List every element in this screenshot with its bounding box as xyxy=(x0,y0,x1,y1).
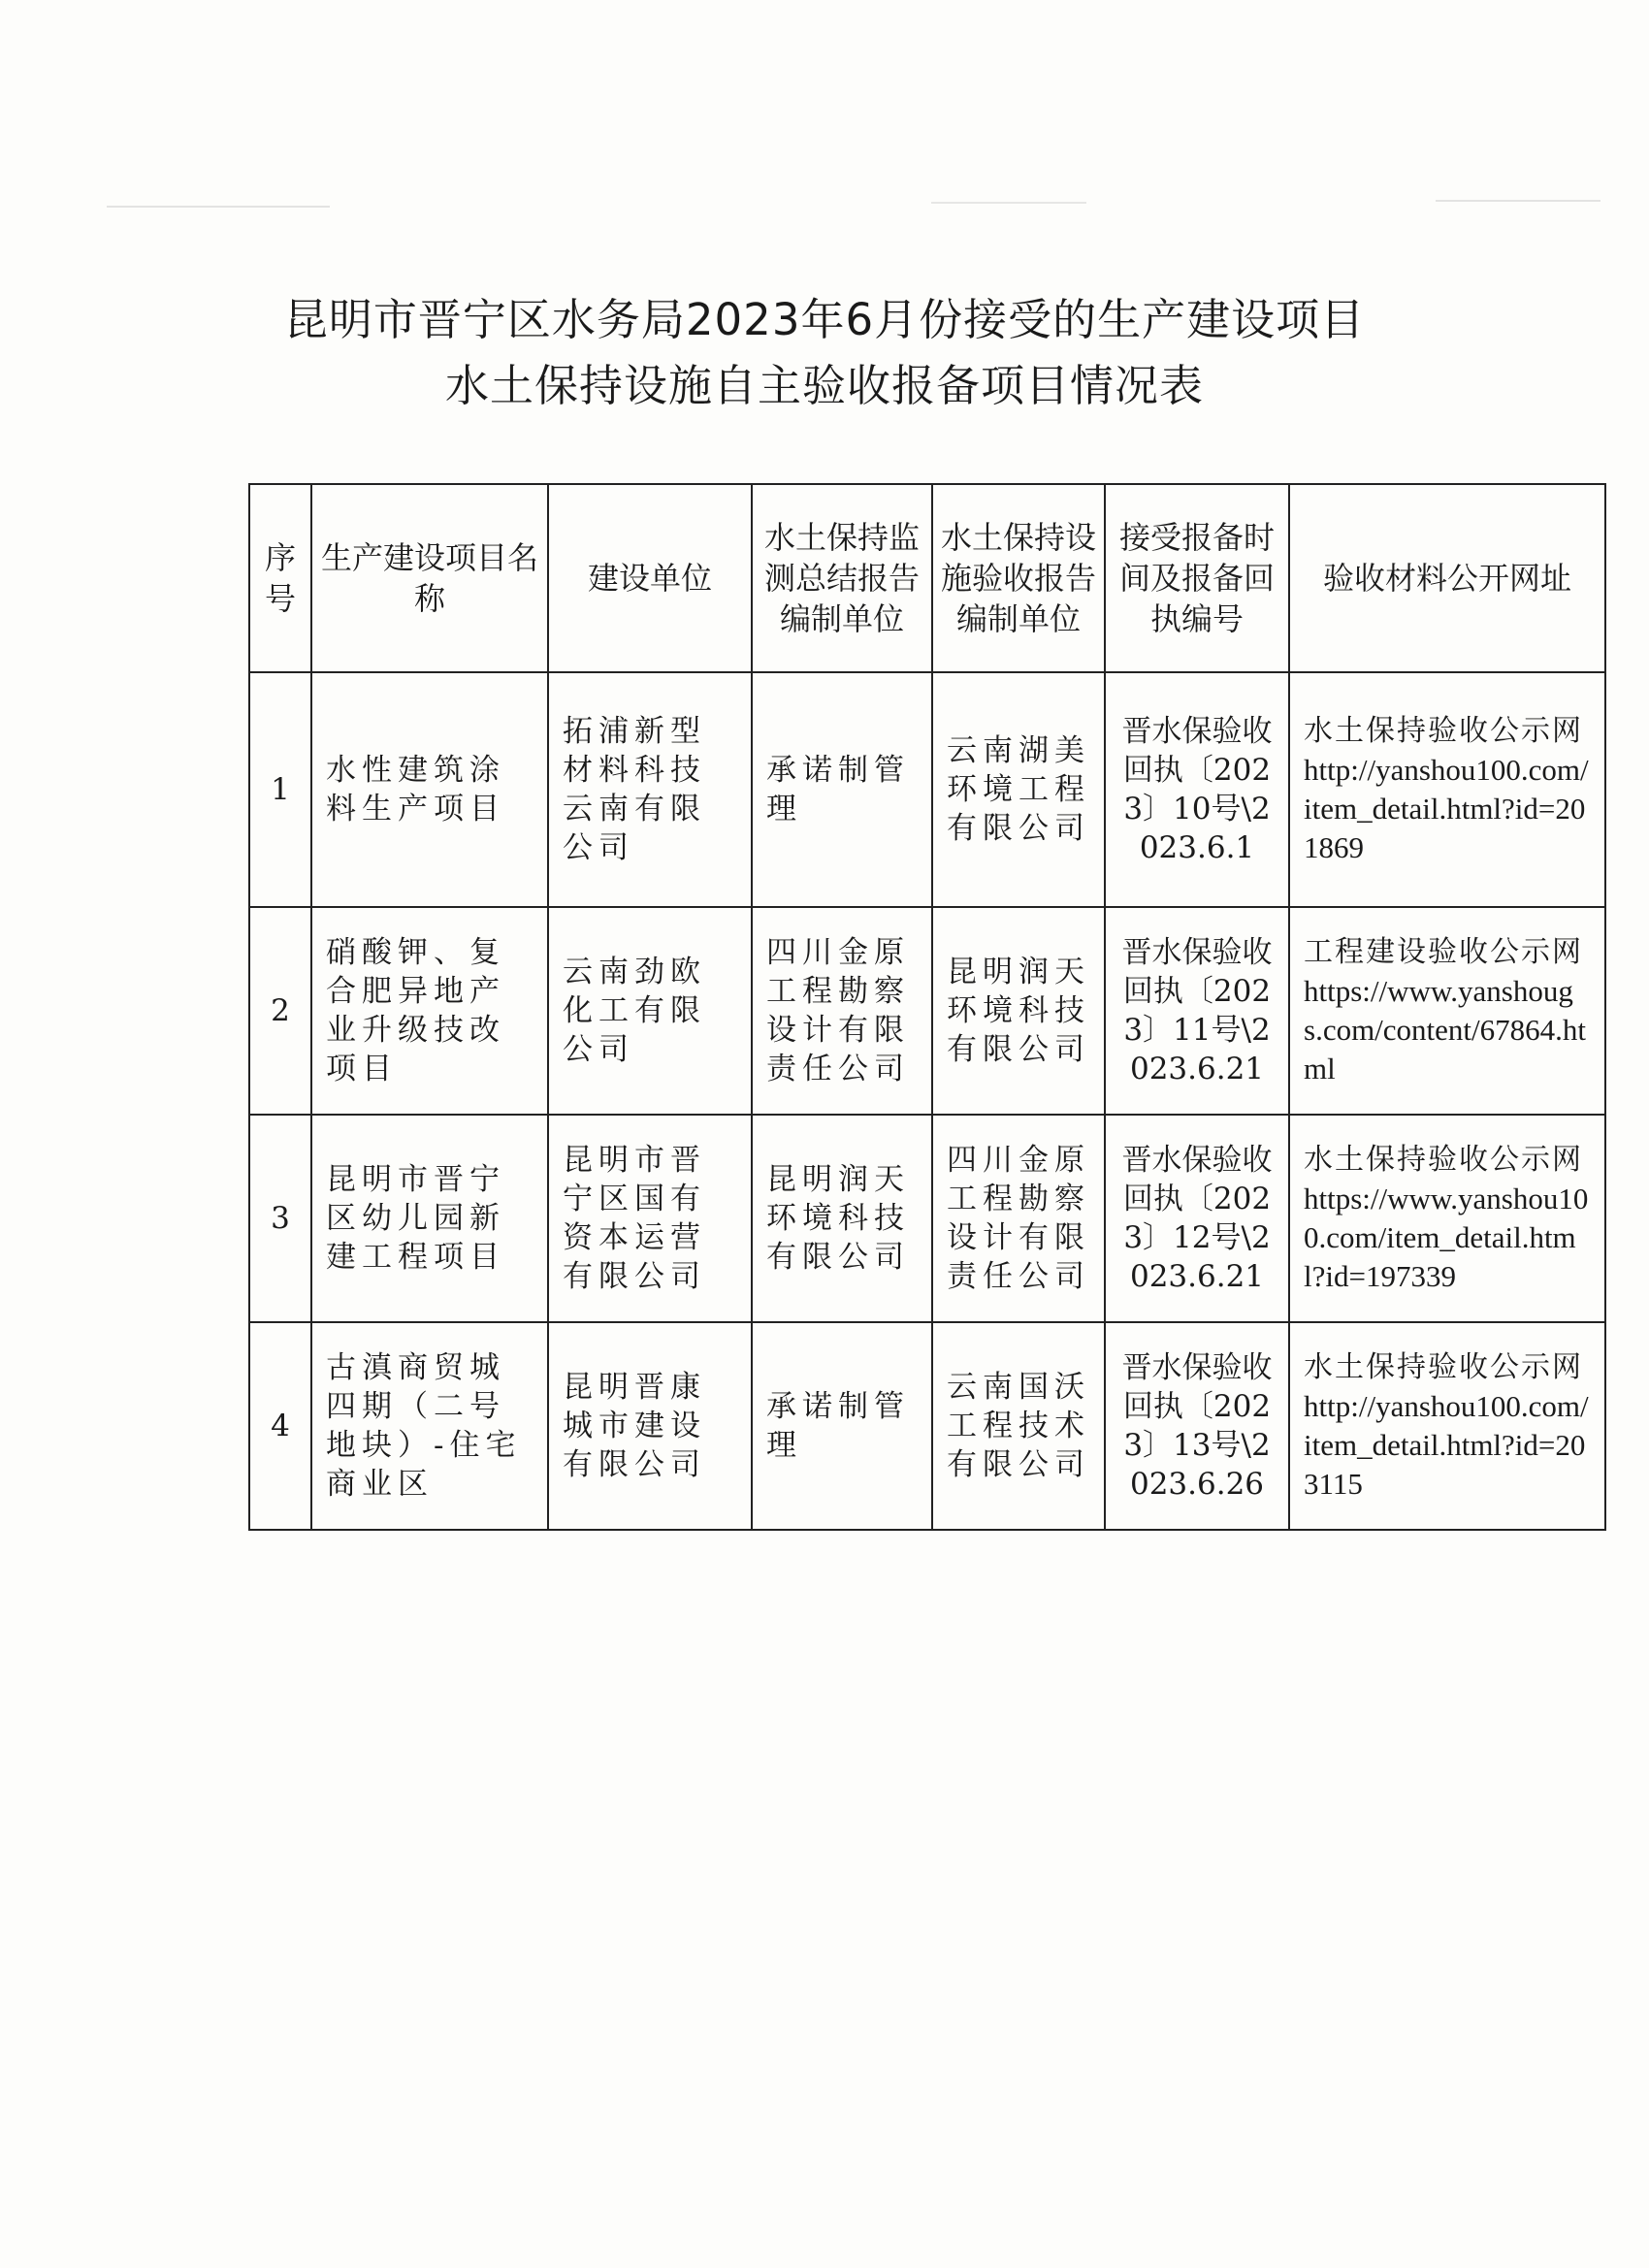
table-row xyxy=(249,672,1605,907)
cell-monitoring-unit: 承诺制管理 xyxy=(752,1322,932,1530)
cell-acceptance-unit: 云南国沃工程技术有限公司 xyxy=(932,1322,1105,1530)
cell-seq: 1 xyxy=(249,672,311,907)
cell-public-url xyxy=(1289,907,1605,1115)
table-row xyxy=(249,1322,1605,1530)
cell-project-name: 硝酸钾、复合肥异地产业升级技改项目 xyxy=(311,907,548,1115)
header-project-name: 生产建设项目名称 xyxy=(311,484,548,672)
cell-monitoring-unit: 昆明润天环境科技有限公司 xyxy=(752,1115,932,1322)
url-link[interactable]: http://yanshou100.com/item_detail.html?id=201869 xyxy=(1304,753,1589,864)
cell-monitoring-unit: 四川金原工程勘察设计有限责任公司 xyxy=(752,907,932,1115)
header-monitoring-unit: 水土保持监测总结报告编制单位 xyxy=(752,484,932,672)
cell-acceptance-unit: 四川金原工程勘察设计有限责任公司 xyxy=(932,1115,1105,1322)
cell-project-name: 水性建筑涂料生产项目 xyxy=(311,672,548,907)
url-site-name: 工程建设验收公示网 xyxy=(1304,935,1583,969)
table-row xyxy=(249,1115,1605,1322)
cell-project-name: 昆明市晋宁区幼儿园新建工程项目 xyxy=(311,1115,548,1322)
table-row xyxy=(249,907,1605,1115)
url-link[interactable]: https://www.yanshougs.com/content/67864.html xyxy=(1304,974,1587,1085)
scan-artifact-line xyxy=(1436,200,1600,202)
cell-public-url xyxy=(1289,1115,1605,1322)
cell-receipt: 晋水保验收回执〔2023〕11号\2023.6.21 xyxy=(1105,907,1289,1115)
cell-receipt: 晋水保验收回执〔2023〕10号\2023.6.1 xyxy=(1105,672,1289,907)
cell-public-url xyxy=(1289,1322,1605,1530)
header-receipt: 接受报备时间及报备回执编号 xyxy=(1105,484,1289,672)
header-seq: 序号 xyxy=(249,484,311,672)
cell-seq: 3 xyxy=(249,1115,311,1322)
cell-seq: 2 xyxy=(249,907,311,1115)
table-header-row xyxy=(249,484,1605,672)
cell-seq: 4 xyxy=(249,1322,311,1530)
title-line-2: 水土保持设施自主验收报备项目情况表 xyxy=(444,360,1204,411)
cell-public-url xyxy=(1289,672,1605,907)
cell-receipt: 晋水保验收回执〔2023〕12号\2023.6.21 xyxy=(1105,1115,1289,1322)
cell-acceptance-unit: 云南湖美环境工程有限公司 xyxy=(932,672,1105,907)
page-title xyxy=(0,287,1649,419)
scan-artifact-line xyxy=(107,206,330,208)
cell-receipt: 晋水保验收回执〔2023〕13号\2023.6.26 xyxy=(1105,1322,1289,1530)
cell-monitoring-unit: 承诺制管理 xyxy=(752,672,932,907)
header-acceptance-unit: 水土保持设施验收报告编制单位 xyxy=(932,484,1105,672)
url-link[interactable]: https://www.yanshou100.com/item_detail.html?id=197339 xyxy=(1304,1182,1589,1293)
header-public-url: 验收材料公开网址 xyxy=(1289,484,1605,672)
cell-builder: 昆明市晋宁区国有资本运营有限公司 xyxy=(548,1115,752,1322)
scan-artifact-line xyxy=(931,202,1086,204)
title-line-1: 昆明市晋宁区水务局2023年6月份接受的生产建设项目 xyxy=(283,294,1366,345)
cell-builder: 拓浦新型材料科技云南有限公司 xyxy=(548,672,752,907)
cell-acceptance-unit: 昆明润天环境科技有限公司 xyxy=(932,907,1105,1115)
url-site-name: 水土保持验收公示网 xyxy=(1304,1143,1583,1177)
cell-project-name: 古滇商贸城四期（二号地块）-住宅商业区 xyxy=(311,1322,548,1530)
cell-builder: 云南劲欧化工有限公司 xyxy=(548,907,752,1115)
header-builder: 建设单位 xyxy=(548,484,752,672)
url-site-name: 水土保持验收公示网 xyxy=(1304,1350,1583,1384)
url-site-name: 水土保持验收公示网 xyxy=(1304,714,1583,748)
url-link[interactable]: http://yanshou100.com/item_detail.html?id=203115 xyxy=(1304,1389,1589,1501)
cell-builder: 昆明晋康城市建设有限公司 xyxy=(548,1322,752,1530)
filing-table xyxy=(248,483,1606,1531)
